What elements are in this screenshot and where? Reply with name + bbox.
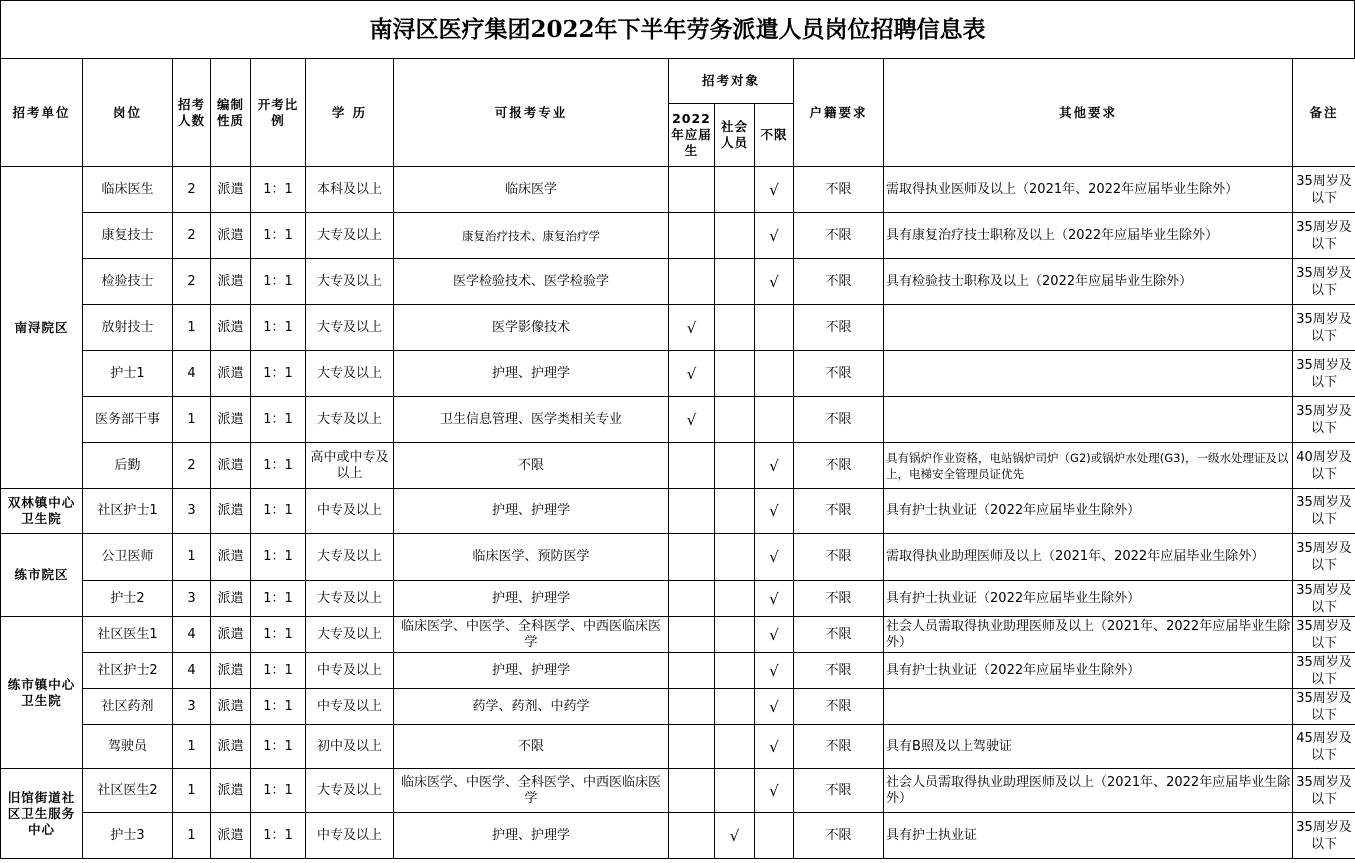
social-check-cell (715, 689, 755, 725)
remark-cell: 45周岁及以下 (1293, 725, 1355, 769)
graduate-check-cell (669, 725, 715, 769)
education-cell: 大专及以上 (306, 351, 394, 397)
other-requirement-cell: 具有锅炉作业资格，电站锅炉司炉（G2)或锅炉水处理(G3)，一级水处理证及以上，电梯安全管理员证优先 (884, 443, 1293, 489)
remark-cell: 35周岁及以下 (1293, 769, 1355, 813)
nature-cell: 派遣 (211, 653, 251, 689)
ratio-cell: 1：1 (251, 213, 306, 259)
household-cell: 不限 (794, 653, 884, 689)
table-row (1, 351, 1355, 397)
household-cell: 不限 (794, 769, 884, 813)
header-ratio: 开考比例 (251, 59, 306, 167)
household-cell: 不限 (794, 813, 884, 859)
other-requirement-cell (884, 305, 1293, 351)
count-cell: 1 (173, 813, 211, 859)
other-requirement-cell: 具有护士执业证（2022年应届毕业生除外） (884, 489, 1293, 534)
graduate-check-cell (669, 813, 715, 859)
graduate-check-cell (669, 259, 715, 305)
count-cell: 3 (173, 689, 211, 725)
post-cell: 护士1 (83, 351, 173, 397)
ratio-cell: 1：1 (251, 769, 306, 813)
count-cell: 3 (173, 581, 211, 617)
other-requirement-cell: 社会人员需取得执业助理医师及以上（2021年、2022年应届毕业生除外） (884, 769, 1293, 813)
other-requirement-cell: 需取得执业医师及以上（2021年、2022年应届毕业生除外） (884, 167, 1293, 213)
remark-cell: 35周岁及以下 (1293, 351, 1355, 397)
graduate-check-cell (669, 443, 715, 489)
social-check-cell (715, 167, 755, 213)
graduate-check-cell: √ (669, 305, 715, 351)
education-cell: 大专及以上 (306, 259, 394, 305)
other-requirement-cell (884, 689, 1293, 725)
post-cell: 社区护士2 (83, 653, 173, 689)
graduate-check-cell (669, 689, 715, 725)
ratio-cell: 1：1 (251, 351, 306, 397)
any-check-cell (755, 351, 794, 397)
major-cell: 护理、护理学 (394, 653, 669, 689)
any-check-cell (755, 397, 794, 443)
major-cell: 护理、护理学 (394, 581, 669, 617)
other-requirement-cell: 社会人员需取得执业助理医师及以上（2021年、2022年应届毕业生除外） (884, 617, 1293, 653)
post-cell: 社区药剂 (83, 689, 173, 725)
household-cell: 不限 (794, 725, 884, 769)
table-header (1, 59, 1355, 167)
graduate-check-cell (669, 769, 715, 813)
count-cell: 2 (173, 213, 211, 259)
header-major: 可报考专业 (394, 59, 669, 167)
ratio-cell: 1：1 (251, 617, 306, 653)
social-check-cell (715, 534, 755, 581)
education-cell: 中专及以上 (306, 689, 394, 725)
count-cell: 1 (173, 397, 211, 443)
count-cell: 1 (173, 534, 211, 581)
household-cell: 不限 (794, 213, 884, 259)
education-cell: 高中或中专及以上 (306, 443, 394, 489)
other-requirement-cell: 需取得执业助理医师及以上（2021年、2022年应届毕业生除外） (884, 534, 1293, 581)
major-cell: 临床医学、中医学、全科医学、中西医临床医学 (394, 769, 669, 813)
household-cell: 不限 (794, 397, 884, 443)
graduate-check-cell (669, 534, 715, 581)
ratio-cell: 1：1 (251, 489, 306, 534)
other-requirement-cell: 具有护士执业证（2022年应届毕业生除外） (884, 581, 1293, 617)
remark-cell: 35周岁及以下 (1293, 653, 1355, 689)
remark-cell: 35周岁及以下 (1293, 813, 1355, 859)
other-requirement-cell: 具有护士执业证（2022年应届毕业生除外） (884, 653, 1293, 689)
any-check-cell: √ (755, 725, 794, 769)
header-nature: 编制性质 (211, 59, 251, 167)
post-cell: 社区医生2 (83, 769, 173, 813)
graduate-check-cell (669, 653, 715, 689)
remark-cell: 40周岁及以下 (1293, 443, 1355, 489)
ratio-cell: 1：1 (251, 689, 306, 725)
table-row (1, 617, 1355, 653)
header-other: 其他要求 (884, 59, 1293, 167)
household-cell: 不限 (794, 443, 884, 489)
other-requirement-cell (884, 351, 1293, 397)
post-cell: 社区医生1 (83, 617, 173, 653)
other-requirement-cell (884, 397, 1293, 443)
social-check-cell (715, 653, 755, 689)
social-check-cell (715, 725, 755, 769)
other-requirement-cell: 具有康复治疗技士职称及以上（2022年应届毕业生除外） (884, 213, 1293, 259)
table-row (1, 397, 1355, 443)
any-check-cell: √ (755, 653, 794, 689)
nature-cell: 派遣 (211, 689, 251, 725)
social-check-cell (715, 259, 755, 305)
ratio-cell: 1：1 (251, 725, 306, 769)
count-cell: 2 (173, 167, 211, 213)
any-check-cell: √ (755, 443, 794, 489)
education-cell: 本科及以上 (306, 167, 394, 213)
social-check-cell: √ (715, 813, 755, 859)
any-check-cell: √ (755, 213, 794, 259)
table-row (1, 813, 1355, 859)
any-check-cell (755, 813, 794, 859)
major-cell: 临床医学 (394, 167, 669, 213)
ratio-cell: 1：1 (251, 305, 306, 351)
unit-cell: 练市镇中心卫生院 (1, 617, 83, 769)
graduate-check-cell (669, 213, 715, 259)
major-cell: 康复治疗技术、康复治疗学 (394, 213, 669, 259)
header-count: 招考人数 (173, 59, 211, 167)
ratio-cell: 1：1 (251, 653, 306, 689)
education-cell: 中专及以上 (306, 653, 394, 689)
education-cell: 大专及以上 (306, 581, 394, 617)
ratio-cell: 1：1 (251, 443, 306, 489)
education-cell: 大专及以上 (306, 534, 394, 581)
ratio-cell: 1：1 (251, 167, 306, 213)
nature-cell: 派遣 (211, 397, 251, 443)
social-check-cell (715, 305, 755, 351)
household-cell: 不限 (794, 167, 884, 213)
any-check-cell: √ (755, 534, 794, 581)
remark-cell: 35周岁及以下 (1293, 581, 1355, 617)
major-cell: 不限 (394, 725, 669, 769)
education-cell: 大专及以上 (306, 769, 394, 813)
major-cell: 卫生信息管理、医学类相关专业 (394, 397, 669, 443)
education-cell: 大专及以上 (306, 213, 394, 259)
header-target-graduate: 2022年应届生 (669, 104, 715, 167)
table-row (1, 534, 1355, 581)
social-check-cell (715, 351, 755, 397)
nature-cell: 派遣 (211, 534, 251, 581)
other-requirement-cell: 具有检验技士职称及以上（2022年应届毕业生除外） (884, 259, 1293, 305)
unit-cell: 南浔院区 (1, 167, 83, 489)
household-cell: 不限 (794, 259, 884, 305)
social-check-cell (715, 489, 755, 534)
recruitment-table (0, 58, 1355, 859)
household-cell: 不限 (794, 489, 884, 534)
nature-cell: 派遣 (211, 489, 251, 534)
education-cell: 大专及以上 (306, 305, 394, 351)
major-cell: 药学、药剂、中药学 (394, 689, 669, 725)
table-row (1, 259, 1355, 305)
count-cell: 2 (173, 443, 211, 489)
nature-cell: 派遣 (211, 581, 251, 617)
remark-cell: 35周岁及以下 (1293, 397, 1355, 443)
remark-cell: 35周岁及以下 (1293, 213, 1355, 259)
table-row (1, 305, 1355, 351)
remark-cell: 35周岁及以下 (1293, 489, 1355, 534)
any-check-cell: √ (755, 581, 794, 617)
major-cell: 不限 (394, 443, 669, 489)
ratio-cell: 1：1 (251, 581, 306, 617)
education-cell: 大专及以上 (306, 617, 394, 653)
table-row (1, 653, 1355, 689)
sheet-title: 南浔区医疗集团2022年下半年劳务派遣人员岗位招聘信息表 (0, 0, 1355, 58)
nature-cell: 派遣 (211, 769, 251, 813)
header-household: 户籍要求 (794, 59, 884, 167)
header-target-any: 不限 (755, 104, 794, 167)
unit-cell: 旧馆街道社区卫生服务中心 (1, 769, 83, 859)
any-check-cell: √ (755, 489, 794, 534)
household-cell: 不限 (794, 581, 884, 617)
unit-cell: 练市院区 (1, 534, 83, 617)
any-check-cell: √ (755, 167, 794, 213)
nature-cell: 派遣 (211, 725, 251, 769)
nature-cell: 派遣 (211, 305, 251, 351)
major-cell: 医学检验技术、医学检验学 (394, 259, 669, 305)
any-check-cell: √ (755, 769, 794, 813)
social-check-cell (715, 443, 755, 489)
graduate-check-cell (669, 167, 715, 213)
nature-cell: 派遣 (211, 351, 251, 397)
remark-cell: 35周岁及以下 (1293, 167, 1355, 213)
graduate-check-cell (669, 617, 715, 653)
major-cell: 护理、护理学 (394, 813, 669, 859)
graduate-check-cell (669, 489, 715, 534)
post-cell: 驾驶员 (83, 725, 173, 769)
education-cell: 中专及以上 (306, 489, 394, 534)
graduate-check-cell: √ (669, 351, 715, 397)
table-row (1, 689, 1355, 725)
social-check-cell (715, 397, 755, 443)
any-check-cell: √ (755, 617, 794, 653)
count-cell: 3 (173, 489, 211, 534)
education-cell: 初中及以上 (306, 725, 394, 769)
count-cell: 1 (173, 725, 211, 769)
table-row (1, 167, 1355, 213)
count-cell: 2 (173, 259, 211, 305)
education-cell: 大专及以上 (306, 397, 394, 443)
nature-cell: 派遣 (211, 443, 251, 489)
table-row (1, 725, 1355, 769)
ratio-cell: 1：1 (251, 813, 306, 859)
nature-cell: 派遣 (211, 813, 251, 859)
post-cell: 护士3 (83, 813, 173, 859)
remark-cell: 35周岁及以下 (1293, 259, 1355, 305)
graduate-check-cell (669, 581, 715, 617)
major-cell: 临床医学、中医学、全科医学、中西医临床医学 (394, 617, 669, 653)
remark-cell: 35周岁及以下 (1293, 534, 1355, 581)
count-cell: 4 (173, 653, 211, 689)
social-check-cell (715, 581, 755, 617)
nature-cell: 派遣 (211, 167, 251, 213)
post-cell: 临床医生 (83, 167, 173, 213)
nature-cell: 派遣 (211, 617, 251, 653)
header-target-social: 社会人员 (715, 104, 755, 167)
post-cell: 公卫医师 (83, 534, 173, 581)
unit-cell: 双林镇中心卫生院 (1, 489, 83, 534)
count-cell: 4 (173, 351, 211, 397)
other-requirement-cell: 具有护士执业证 (884, 813, 1293, 859)
table-row (1, 581, 1355, 617)
major-cell: 护理、护理学 (394, 489, 669, 534)
household-cell: 不限 (794, 689, 884, 725)
post-cell: 护士2 (83, 581, 173, 617)
header-post: 岗位 (83, 59, 173, 167)
nature-cell: 派遣 (211, 259, 251, 305)
post-cell: 康复技士 (83, 213, 173, 259)
header-education: 学 历 (306, 59, 394, 167)
any-check-cell (755, 305, 794, 351)
ratio-cell: 1：1 (251, 397, 306, 443)
social-check-cell (715, 213, 755, 259)
major-cell: 护理、护理学 (394, 351, 669, 397)
post-cell: 社区护士1 (83, 489, 173, 534)
header-unit: 招考单位 (1, 59, 83, 167)
major-cell: 医学影像技术 (394, 305, 669, 351)
post-cell: 放射技士 (83, 305, 173, 351)
household-cell: 不限 (794, 305, 884, 351)
any-check-cell: √ (755, 689, 794, 725)
major-cell: 临床医学、预防医学 (394, 534, 669, 581)
household-cell: 不限 (794, 534, 884, 581)
ratio-cell: 1：1 (251, 534, 306, 581)
table-row (1, 443, 1355, 489)
social-check-cell (715, 769, 755, 813)
table-row (1, 213, 1355, 259)
nature-cell: 派遣 (211, 213, 251, 259)
count-cell: 1 (173, 305, 211, 351)
social-check-cell (715, 617, 755, 653)
count-cell: 1 (173, 769, 211, 813)
graduate-check-cell: √ (669, 397, 715, 443)
household-cell: 不限 (794, 617, 884, 653)
post-cell: 后勤 (83, 443, 173, 489)
education-cell: 中专及以上 (306, 813, 394, 859)
header-remark: 备注 (1293, 59, 1355, 167)
table-row (1, 489, 1355, 534)
household-cell: 不限 (794, 351, 884, 397)
remark-cell: 35周岁及以下 (1293, 305, 1355, 351)
remark-cell: 35周岁及以下 (1293, 689, 1355, 725)
post-cell: 检验技士 (83, 259, 173, 305)
remark-cell: 35周岁及以下 (1293, 617, 1355, 653)
post-cell: 医务部干事 (83, 397, 173, 443)
count-cell: 4 (173, 617, 211, 653)
any-check-cell: √ (755, 259, 794, 305)
table-row (1, 769, 1355, 813)
ratio-cell: 1：1 (251, 259, 306, 305)
header-target: 招考对象 (669, 59, 794, 104)
table-body (1, 167, 1355, 859)
other-requirement-cell: 具有B照及以上驾驶证 (884, 725, 1293, 769)
